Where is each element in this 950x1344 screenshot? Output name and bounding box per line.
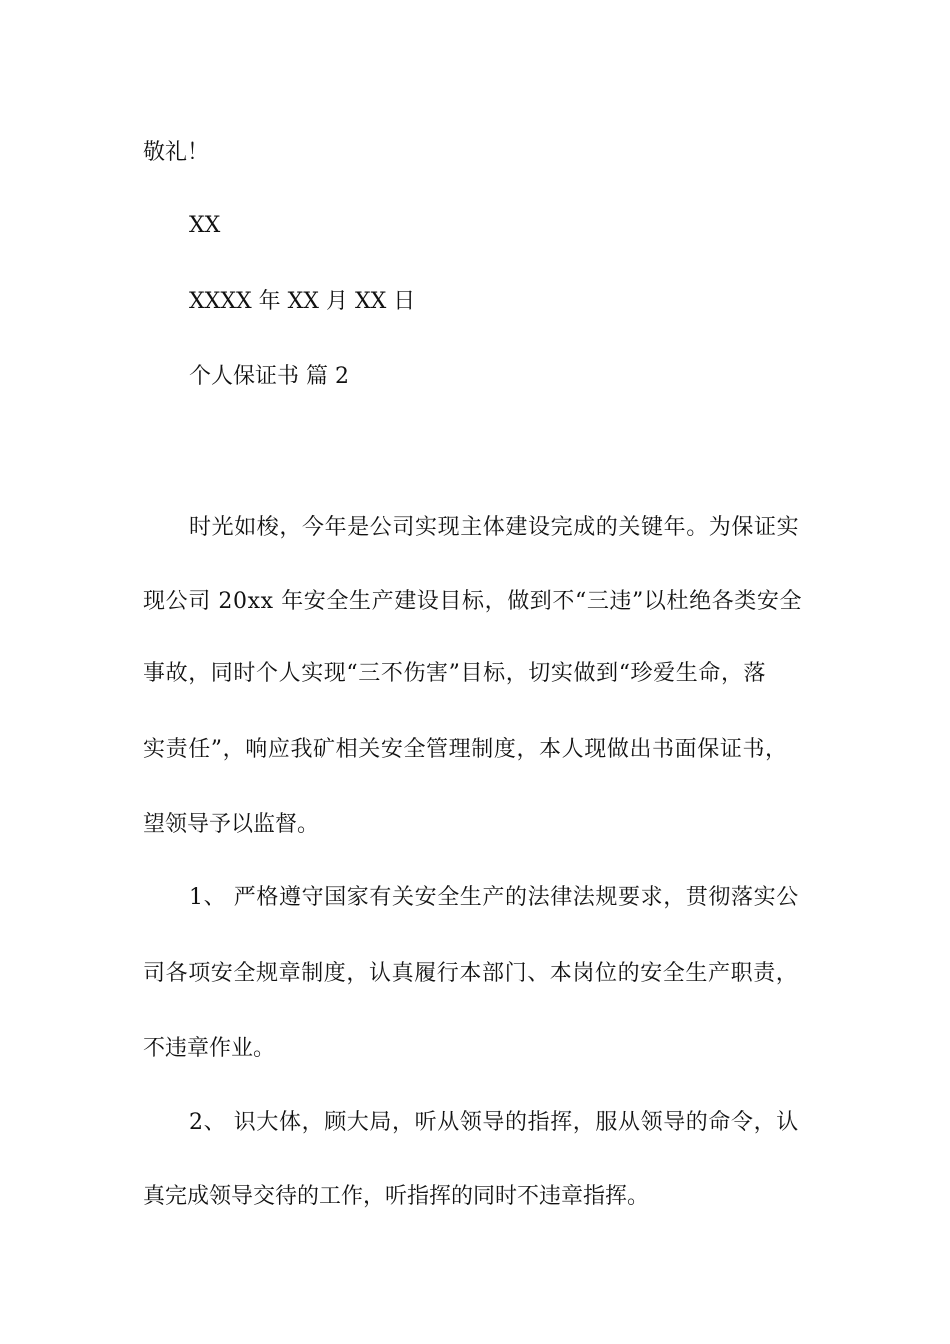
list-item-line: 1、 严格遵守国家有关安全生产的法律法规要求，贯彻落实公 [189,885,799,910]
closing-salutation: 敬礼！ [143,140,210,165]
list-item-line: 2、 识大体，顾大局，听从领导的指挥，服从领导的命令，认 [189,1110,799,1135]
list-item-line: 司各项安全规章制度，认真履行本部门、本岗位的安全生产职责， [143,961,799,986]
paragraph-line: 事故，同时个人实现“三不伤害”目标，切实做到“珍爱生命，落 [143,661,767,686]
paragraph-line: 现公司 20xx 年安全生产建设目标，做到不“三违”以杜绝各类安全 [143,589,803,614]
signature-name: XX [189,213,221,238]
section-heading: 个人保证书 篇 2 [189,364,349,389]
list-item-line: 不违章作业。 [143,1036,276,1061]
paragraph-line: 实责任”，响应我矿相关安全管理制度，本人现做出书面保证书， [143,737,788,762]
paragraph-line: 时光如梭，今年是公司实现主体建设完成的关键年。为保证实 [189,515,800,540]
paragraph-line: 望领导予以监督。 [143,812,320,837]
list-item-line: 真完成领导交待的工作，听指挥的同时不违章指挥。 [143,1184,650,1209]
signature-date: XXXX 年 XX 月 XX 日 [189,289,416,314]
